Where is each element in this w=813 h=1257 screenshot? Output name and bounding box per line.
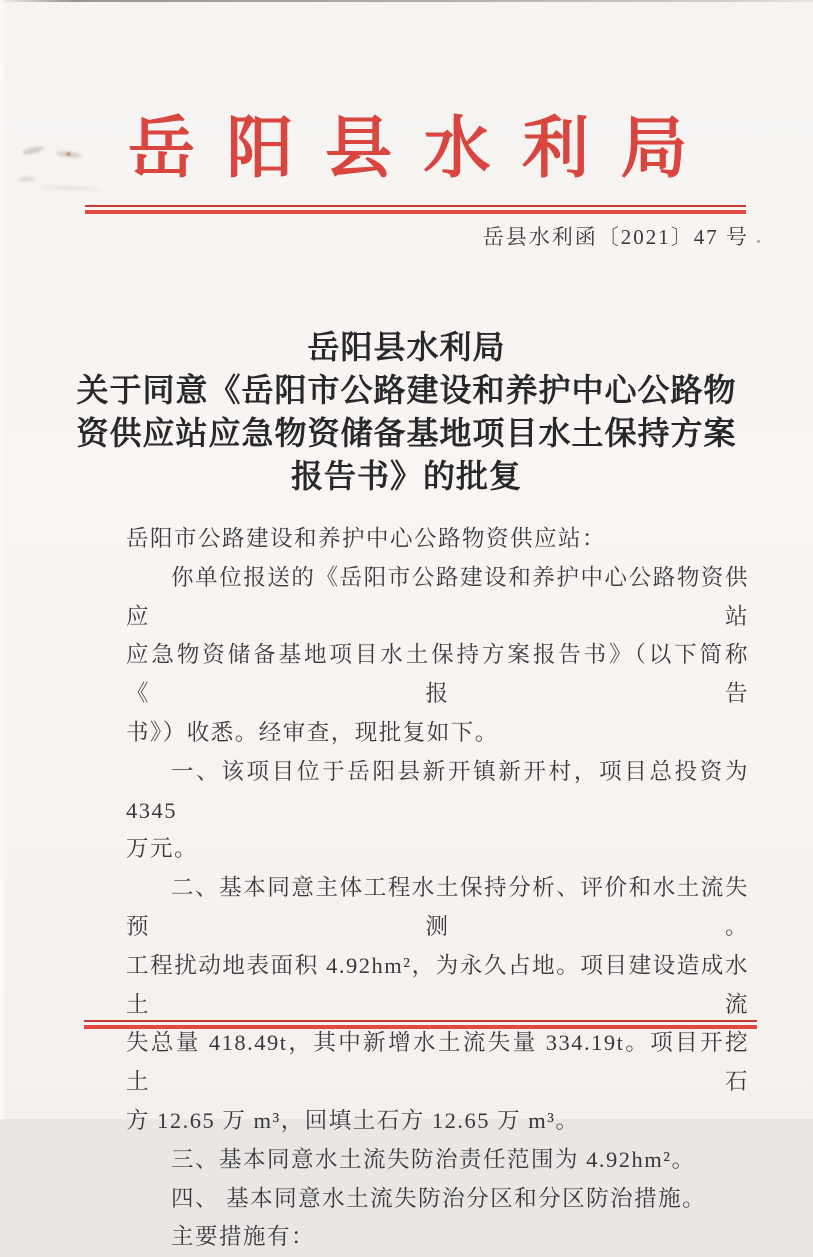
body-line: 岳阳市公路建设和养护中心公路物资供应站： <box>126 526 607 551</box>
body-line: 应急物资储备基地项目水土保持方案报告书》（以下简称《报告 <box>126 642 749 707</box>
scanner-top-edge-artifact <box>0 0 813 2</box>
body-line: 方 12.65 万 m³，回填土石方 12.65 万 m³。 <box>126 1107 580 1133</box>
document-title <box>34 326 779 498</box>
document-body <box>126 520 749 1257</box>
body-line: 工程扰动地表面积 4.92hm²，为永久占地。项目建设造成水土流 <box>126 952 749 1017</box>
agency-letterhead-name: 岳阳县水利局 <box>128 112 719 186</box>
rule-thick-line <box>84 1025 757 1029</box>
body-line: 一、该项目位于岳阳县新开镇新开村，项目总投资为 4345 <box>126 758 749 823</box>
rule-thick-line <box>85 210 746 214</box>
body-line: 万元。 <box>126 836 199 862</box>
title-line: 岳阳县水利局 <box>307 329 506 365</box>
body-line: 主要措施有： <box>171 1224 316 1250</box>
body-line: 失总量 418.49t，其中新增水土流失量 334.19t。项目开挖土石 <box>126 1030 749 1095</box>
body-line: 二、基本同意主体工程水土保持分析、评价和水土流失预测。 <box>126 875 749 939</box>
title-line: 报告书》的批复 <box>290 458 522 494</box>
body-line: 四、 基本同意水土流失防治分区和分区防治措施。 <box>171 1185 707 1211</box>
body-line: 书》）收悉。经审查，现批复如下。 <box>126 719 499 745</box>
title-line: 关于同意《岳阳市公路建设和养护中心公路物 <box>76 372 737 408</box>
body-line: 你单位报送的《岳阳市公路建设和养护中心公路物资供应站 <box>126 564 749 629</box>
footer-separator-rule <box>84 1020 757 1029</box>
title-line: 资供应站应急物资储备基地项目水土保持方案 <box>76 415 737 451</box>
rule-thin-line <box>85 205 746 207</box>
scan-dot-artifact <box>757 240 760 243</box>
rule-thin-line <box>84 1020 757 1022</box>
document-reference-number: 岳县水利函〔2021〕47 号 <box>482 225 749 249</box>
body-line: 三、基本同意水土流失防治责任范围为 4.92hm²。 <box>171 1146 696 1172</box>
letterhead-separator-rule <box>85 205 746 214</box>
